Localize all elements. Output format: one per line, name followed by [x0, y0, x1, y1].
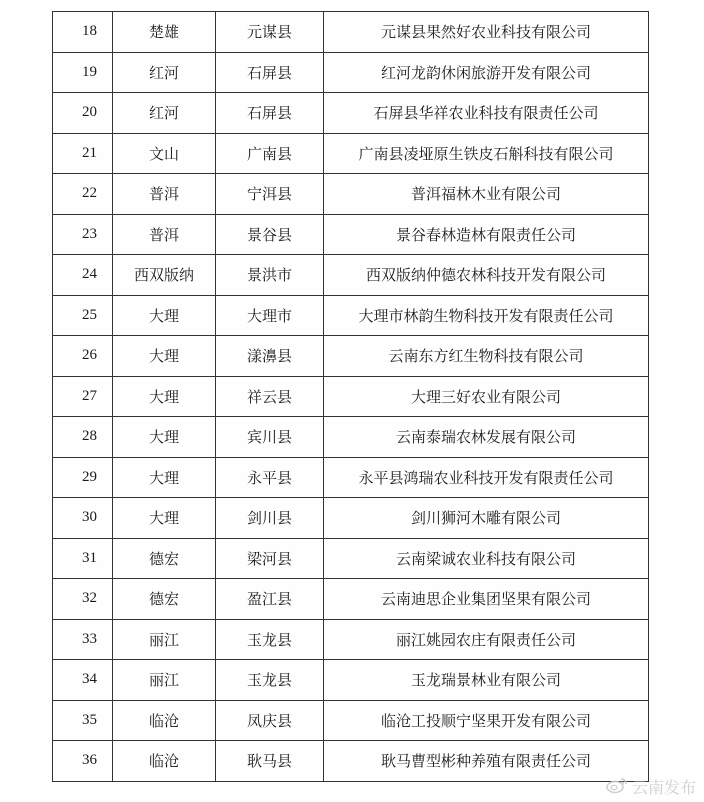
row-company-name: 玉龙瑞景林业有限公司 — [324, 660, 649, 701]
table-row — [53, 174, 649, 215]
row-company-name: 云南泰瑞农林发展有限公司 — [324, 417, 649, 458]
row-city: 丽江 — [113, 660, 216, 701]
row-company-name: 耿马曹型彬种养殖有限责任公司 — [324, 741, 649, 782]
row-city: 文山 — [113, 133, 216, 174]
row-company-name: 临沧工投顺宁坚果开发有限公司 — [324, 700, 649, 741]
row-number: 33 — [53, 619, 113, 660]
row-number: 18 — [53, 12, 113, 53]
row-county: 宁洱县 — [216, 174, 324, 215]
table-row — [53, 741, 649, 782]
row-county: 耿马县 — [216, 741, 324, 782]
watermark — [606, 775, 696, 798]
table-row — [53, 700, 649, 741]
row-city: 大理 — [113, 295, 216, 336]
row-number: 36 — [53, 741, 113, 782]
table-row — [53, 376, 649, 417]
row-company-name: 广南县凌垭原生铁皮石斛科技有限公司 — [324, 133, 649, 174]
row-county: 玉龙县 — [216, 660, 324, 701]
row-city: 普洱 — [113, 174, 216, 215]
row-company-name: 剑川狮河木雕有限公司 — [324, 498, 649, 539]
row-number: 29 — [53, 457, 113, 498]
row-city: 大理 — [113, 376, 216, 417]
table-row — [53, 417, 649, 458]
row-number: 32 — [53, 579, 113, 620]
row-county: 景洪市 — [216, 255, 324, 296]
row-county: 凤庆县 — [216, 700, 324, 741]
table-row — [53, 619, 649, 660]
row-city: 临沧 — [113, 741, 216, 782]
row-number: 21 — [53, 133, 113, 174]
company-table — [52, 11, 649, 782]
row-company-name: 云南迪思企业集团坚果有限公司 — [324, 579, 649, 620]
table-row — [53, 93, 649, 134]
row-company-name: 景谷春林造林有限责任公司 — [324, 214, 649, 255]
table-body — [53, 12, 649, 782]
row-number: 26 — [53, 336, 113, 377]
row-company-name: 红河龙韵休闲旅游开发有限公司 — [324, 52, 649, 93]
row-county: 盈江县 — [216, 579, 324, 620]
table-row — [53, 12, 649, 53]
row-city: 德宏 — [113, 579, 216, 620]
table-row — [53, 133, 649, 174]
row-number: 30 — [53, 498, 113, 539]
row-company-name: 大理三好农业有限公司 — [324, 376, 649, 417]
row-county: 石屏县 — [216, 93, 324, 134]
table-row — [53, 538, 649, 579]
row-city: 红河 — [113, 52, 216, 93]
row-county: 景谷县 — [216, 214, 324, 255]
row-company-name: 丽江姚园农庄有限责任公司 — [324, 619, 649, 660]
row-city: 红河 — [113, 93, 216, 134]
table-row — [53, 295, 649, 336]
row-city: 丽江 — [113, 619, 216, 660]
table-row — [53, 457, 649, 498]
row-number: 35 — [53, 700, 113, 741]
row-city: 大理 — [113, 498, 216, 539]
row-company-name: 普洱福林木业有限公司 — [324, 174, 649, 215]
row-number: 27 — [53, 376, 113, 417]
row-city: 西双版纳 — [113, 255, 216, 296]
row-number: 31 — [53, 538, 113, 579]
table-row — [53, 498, 649, 539]
table-row — [53, 52, 649, 93]
row-county: 玉龙县 — [216, 619, 324, 660]
row-county: 宾川县 — [216, 417, 324, 458]
row-county: 大理市 — [216, 295, 324, 336]
row-company-name: 西双版纳仲德农林科技开发有限公司 — [324, 255, 649, 296]
row-number: 34 — [53, 660, 113, 701]
weibo-icon — [606, 776, 628, 798]
row-company-name: 大理市林韵生物科技开发有限责任公司 — [324, 295, 649, 336]
table-row — [53, 579, 649, 620]
row-company-name: 元谋县果然好农业科技有限公司 — [324, 12, 649, 53]
table-row — [53, 660, 649, 701]
watermark-text: 云南发布 — [631, 778, 696, 797]
row-city: 大理 — [113, 336, 216, 377]
table-row — [53, 255, 649, 296]
row-number: 22 — [53, 174, 113, 215]
row-city: 楚雄 — [113, 12, 216, 53]
row-company-name: 云南东方红生物科技有限公司 — [324, 336, 649, 377]
row-city: 大理 — [113, 457, 216, 498]
row-number: 25 — [53, 295, 113, 336]
row-city: 普洱 — [113, 214, 216, 255]
row-company-name: 石屏县华祥农业科技有限责任公司 — [324, 93, 649, 134]
row-company-name: 云南梁诚农业科技有限公司 — [324, 538, 649, 579]
row-number: 19 — [53, 52, 113, 93]
row-county: 漾濞县 — [216, 336, 324, 377]
row-county: 梁河县 — [216, 538, 324, 579]
row-county: 元谋县 — [216, 12, 324, 53]
row-county: 广南县 — [216, 133, 324, 174]
table-row — [53, 214, 649, 255]
row-city: 德宏 — [113, 538, 216, 579]
table-row — [53, 336, 649, 377]
row-county: 祥云县 — [216, 376, 324, 417]
row-number: 20 — [53, 93, 113, 134]
row-city: 临沧 — [113, 700, 216, 741]
row-company-name: 永平县鸿瑞农业科技开发有限责任公司 — [324, 457, 649, 498]
row-county: 永平县 — [216, 457, 324, 498]
row-number: 23 — [53, 214, 113, 255]
row-county: 石屏县 — [216, 52, 324, 93]
row-number: 24 — [53, 255, 113, 296]
row-city: 大理 — [113, 417, 216, 458]
row-number: 28 — [53, 417, 113, 458]
row-county: 剑川县 — [216, 498, 324, 539]
